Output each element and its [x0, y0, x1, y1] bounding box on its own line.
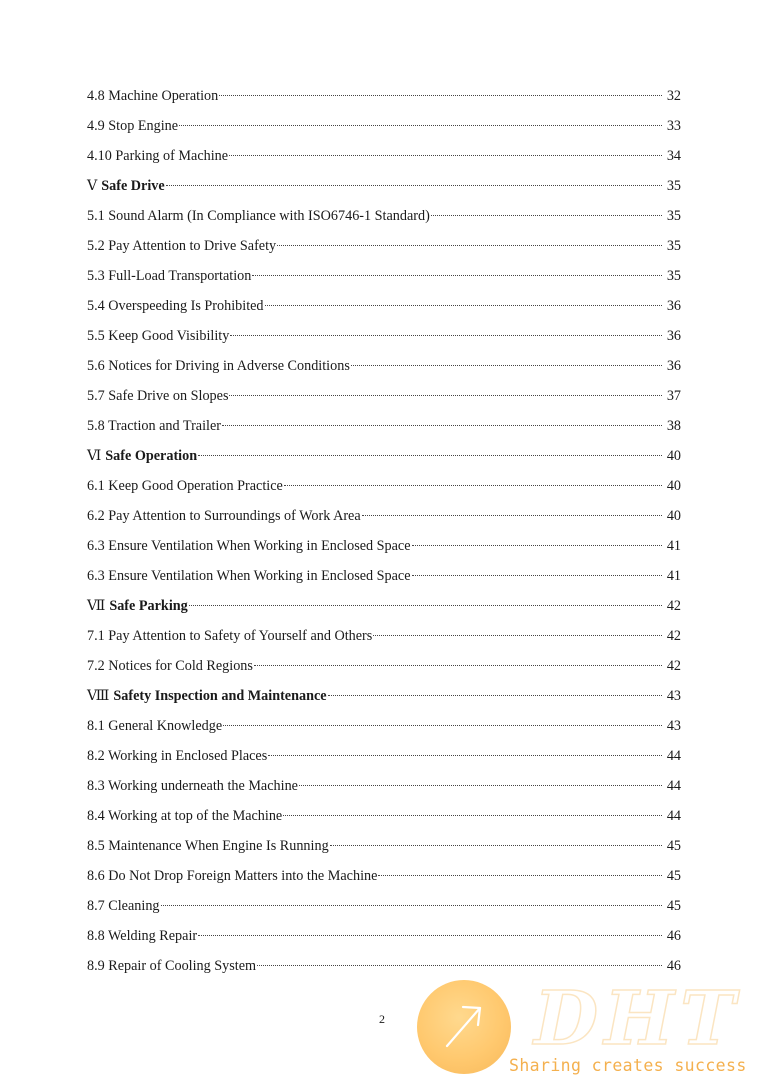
- toc-entry[interactable]: [87, 535, 681, 565]
- toc-entry-page: 35: [666, 178, 681, 194]
- section-title-text: Safety Inspection and Maintenance: [113, 688, 327, 704]
- toc-entry-page: 44: [666, 808, 681, 824]
- toc-entry-title: 5.4 Overspeeding Is Prohibited: [87, 298, 264, 314]
- dot-leader: [222, 425, 662, 426]
- toc-entry-title: [87, 595, 188, 617]
- toc-entry-page: 35: [666, 268, 681, 284]
- toc-entry-page: 37: [666, 388, 681, 404]
- toc-entry[interactable]: [87, 865, 681, 895]
- toc-entry-page: 42: [666, 658, 681, 674]
- toc-entry[interactable]: [87, 685, 681, 715]
- toc-entry-page: 33: [666, 118, 681, 134]
- toc-entry[interactable]: [87, 835, 681, 865]
- toc-entry[interactable]: [87, 205, 681, 235]
- toc-entry[interactable]: [87, 265, 681, 295]
- dot-leader: [373, 635, 662, 636]
- toc-entry-page: 34: [666, 148, 681, 164]
- toc-entry-title: 5.1 Sound Alarm (In Compliance with ISO6746-1 Standard): [87, 208, 430, 224]
- dot-leader: [378, 875, 662, 876]
- toc-entry-page: 44: [666, 748, 681, 764]
- toc-entry-title: 5.8 Traction and Trailer: [87, 418, 221, 434]
- table-of-contents: [87, 85, 681, 985]
- toc-entry-page: 36: [666, 328, 681, 344]
- toc-entry-title: 5.5 Keep Good Visibility: [87, 328, 230, 344]
- toc-entry-page: 40: [666, 508, 681, 524]
- toc-entry-title: 8.6 Do Not Drop Foreign Matters into the Machine: [87, 868, 378, 884]
- dot-leader: [198, 455, 662, 456]
- dot-leader: [268, 755, 662, 756]
- toc-entry-page: 45: [666, 898, 681, 914]
- watermark-letters: DHT: [534, 976, 742, 1062]
- toc-entry[interactable]: [87, 655, 681, 685]
- toc-entry-page: 44: [666, 778, 681, 794]
- toc-entry[interactable]: [87, 505, 681, 535]
- toc-entry-title: [87, 445, 197, 467]
- dot-leader: [166, 185, 662, 186]
- toc-entry-page: 40: [666, 448, 681, 464]
- toc-entry-title: 8.4 Working at top of the Machine: [87, 808, 283, 824]
- toc-entry-page: 42: [666, 628, 681, 644]
- toc-entry-page: 43: [666, 718, 681, 734]
- dot-leader: [254, 665, 662, 666]
- dot-leader: [223, 725, 662, 726]
- toc-entry-title: 6.1 Keep Good Operation Practice: [87, 478, 283, 494]
- toc-entry-title: 5.3 Full-Load Transportation: [87, 268, 252, 284]
- toc-entry-page: 41: [666, 538, 681, 554]
- section-title-text: Safe Parking: [109, 598, 188, 614]
- section-numeral: Ⅶ: [87, 598, 106, 614]
- dot-leader: [161, 905, 662, 906]
- dot-leader: [252, 275, 662, 276]
- toc-entry-title: 6.3 Ensure Ventilation When Working in Enclosed Space: [87, 568, 411, 584]
- toc-entry-page: 41: [666, 568, 681, 584]
- toc-entry-title: [87, 175, 165, 197]
- toc-entry[interactable]: [87, 385, 681, 415]
- toc-entry[interactable]: [87, 895, 681, 925]
- dot-leader: [362, 515, 662, 516]
- toc-entry-title: 6.3 Ensure Ventilation When Working in Enclosed Space: [87, 538, 411, 554]
- toc-entry-page: 46: [666, 928, 681, 944]
- page-number: 2: [379, 1012, 385, 1026]
- toc-entry-title: 8.9 Repair of Cooling System: [87, 958, 257, 974]
- toc-entry-title: 6.2 Pay Attention to Surroundings of Work Area: [87, 508, 361, 524]
- toc-entry[interactable]: [87, 85, 681, 115]
- dot-leader: [283, 815, 662, 816]
- dot-leader: [351, 365, 662, 366]
- toc-entry-page: 35: [666, 238, 681, 254]
- toc-entry-page: 38: [666, 418, 681, 434]
- dot-leader: [257, 965, 662, 966]
- dot-leader: [277, 245, 662, 246]
- toc-entry-page: 35: [666, 208, 681, 224]
- toc-entry[interactable]: [87, 115, 681, 145]
- dot-leader: [412, 575, 662, 576]
- toc-entry-title: 5.7 Safe Drive on Slopes: [87, 388, 229, 404]
- dot-leader: [284, 485, 662, 486]
- toc-entry-page: 46: [666, 958, 681, 974]
- toc-entry[interactable]: [87, 775, 681, 805]
- toc-entry-title: 8.5 Maintenance When Engine Is Running: [87, 838, 329, 854]
- dot-leader: [229, 395, 662, 396]
- toc-entry[interactable]: [87, 325, 681, 355]
- dot-leader: [265, 305, 662, 306]
- toc-entry-page: 43: [666, 688, 681, 704]
- toc-entry-title: 8.2 Working in Enclosed Places: [87, 748, 268, 764]
- toc-entry-page: 45: [666, 868, 681, 884]
- toc-entry-page: 36: [666, 358, 681, 374]
- watermark-logo: [414, 975, 764, 1080]
- toc-entry-title: 4.9 Stop Engine: [87, 118, 179, 134]
- toc-entry[interactable]: [87, 415, 681, 445]
- watermark-tagline: Sharing creates success: [509, 1056, 747, 1075]
- toc-entry-title: 4.8 Machine Operation: [87, 88, 219, 104]
- toc-entry-title: 5.6 Notices for Driving in Adverse Conditions: [87, 358, 350, 374]
- toc-entry-title: 8.8 Welding Repair: [87, 928, 198, 944]
- toc-entry-title: 5.2 Pay Attention to Drive Safety: [87, 238, 277, 254]
- toc-entry[interactable]: [87, 295, 681, 325]
- toc-entry-title: 8.1 General Knowledge: [87, 718, 223, 734]
- toc-entry-title: [87, 685, 327, 707]
- toc-entry[interactable]: [87, 595, 681, 625]
- arrow-icon: [417, 980, 511, 1074]
- toc-entry[interactable]: [87, 565, 681, 595]
- toc-entry[interactable]: [87, 355, 681, 385]
- toc-entry-page: 36: [666, 298, 681, 314]
- dot-leader: [330, 845, 662, 846]
- toc-entry[interactable]: [87, 445, 681, 475]
- section-title-text: Safe Drive: [101, 178, 165, 194]
- toc-entry[interactable]: [87, 625, 681, 655]
- dot-leader: [179, 125, 662, 126]
- section-numeral: Ⅵ: [87, 448, 102, 464]
- toc-entry[interactable]: [87, 475, 681, 505]
- section-numeral: Ⅷ: [87, 688, 110, 704]
- dot-leader: [219, 95, 662, 96]
- toc-entry-page: 32: [666, 88, 681, 104]
- toc-entry[interactable]: [87, 145, 681, 175]
- toc-entry-title: 8.7 Cleaning: [87, 898, 160, 914]
- dot-leader: [412, 545, 662, 546]
- dot-leader: [431, 215, 662, 216]
- dot-leader: [189, 605, 662, 606]
- toc-entry[interactable]: [87, 715, 681, 745]
- toc-entry-page: 40: [666, 478, 681, 494]
- toc-entry-title: 7.1 Pay Attention to Safety of Yourself and Others: [87, 628, 373, 644]
- toc-entry[interactable]: [87, 805, 681, 835]
- toc-entry[interactable]: [87, 175, 681, 205]
- dot-leader: [299, 785, 662, 786]
- dot-leader: [328, 695, 662, 696]
- toc-entry-title: 8.3 Working underneath the Machine: [87, 778, 298, 794]
- toc-entry[interactable]: [87, 235, 681, 265]
- toc-entry[interactable]: [87, 925, 681, 955]
- dot-leader: [229, 155, 662, 156]
- dot-leader: [230, 335, 662, 336]
- section-title-text: Safe Operation: [105, 448, 198, 464]
- toc-entry-page: 42: [666, 598, 681, 614]
- toc-entry-page: 45: [666, 838, 681, 854]
- toc-entry[interactable]: [87, 745, 681, 775]
- toc-entry-title: 4.10 Parking of Machine: [87, 148, 229, 164]
- dot-leader: [198, 935, 662, 936]
- toc-entry-title: 7.2 Notices for Cold Regions: [87, 658, 253, 674]
- section-numeral: Ⅴ: [87, 178, 98, 194]
